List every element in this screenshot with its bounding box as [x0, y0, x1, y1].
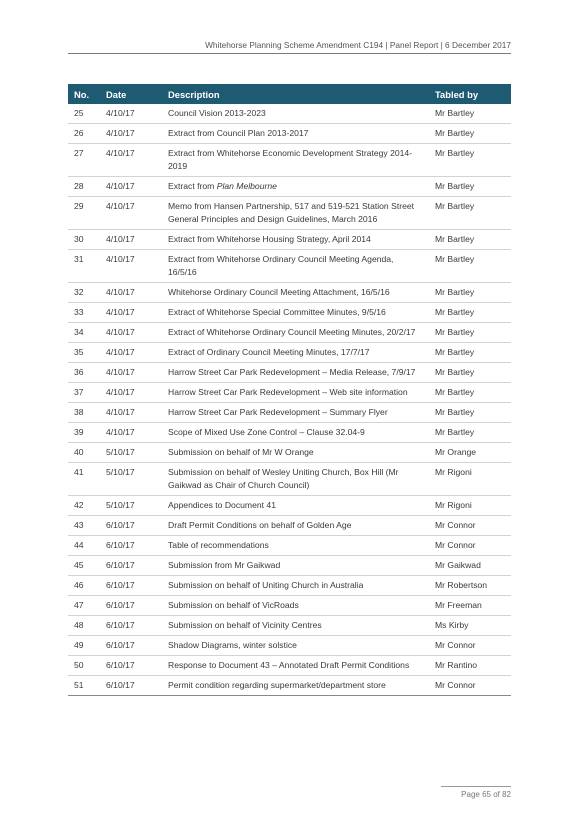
cell-no: 42: [68, 496, 100, 516]
table-row: [68, 124, 511, 144]
cell-tabled-by: Mr Bartley: [429, 250, 511, 283]
cell-date: 6/10/17: [100, 616, 162, 636]
cell-date: 5/10/17: [100, 443, 162, 463]
cell-no: 41: [68, 463, 100, 496]
cell-no: 31: [68, 250, 100, 283]
cell-date: 4/10/17: [100, 323, 162, 343]
table-row: [68, 230, 511, 250]
table-row: [68, 323, 511, 343]
cell-date: 5/10/17: [100, 496, 162, 516]
table-row: [68, 516, 511, 536]
documents-table: [68, 84, 511, 696]
cell-date: 6/10/17: [100, 576, 162, 596]
page-number: Page 65 of 82: [461, 790, 511, 799]
cell-description: Harrow Street Car Park Redevelopment – Media Release, 7/9/17: [162, 363, 429, 383]
cell-tabled-by: Mr Bartley: [429, 177, 511, 197]
cell-no: 25: [68, 104, 100, 124]
cell-description: Whitehorse Ordinary Council Meeting Attachment, 16/5/16: [162, 283, 429, 303]
cell-tabled-by: Mr Bartley: [429, 303, 511, 323]
table-row: [68, 177, 511, 197]
table-row: [68, 403, 511, 423]
cell-description: Council Vision 2013-2023: [162, 104, 429, 124]
cell-no: 32: [68, 283, 100, 303]
cell-date: 4/10/17: [100, 303, 162, 323]
column-header-no: No.: [68, 84, 100, 104]
footer-divider: [441, 786, 511, 787]
table-row: [68, 250, 511, 283]
cell-date: 4/10/17: [100, 363, 162, 383]
cell-description: Submission on behalf of Wesley Uniting Church, Box Hill (Mr Gaikwad as Chair of Church Council): [162, 463, 429, 496]
table-row: [68, 197, 511, 230]
table-row: [68, 656, 511, 676]
cell-date: 6/10/17: [100, 636, 162, 656]
cell-description: Extract from Whitehorse Ordinary Council Meeting Agenda, 16/5/16: [162, 250, 429, 283]
cell-tabled-by: Mr Bartley: [429, 197, 511, 230]
cell-tabled-by: Mr Connor: [429, 676, 511, 696]
cell-tabled-by: Mr Gaikwad: [429, 556, 511, 576]
table-row: [68, 576, 511, 596]
table-row: [68, 303, 511, 323]
cell-no: 29: [68, 197, 100, 230]
table-row: [68, 676, 511, 696]
cell-tabled-by: Mr Bartley: [429, 323, 511, 343]
cell-no: 28: [68, 177, 100, 197]
cell-description: Extract of Whitehorse Ordinary Council Meeting Minutes, 20/2/17: [162, 323, 429, 343]
table-row: [68, 636, 511, 656]
cell-date: 6/10/17: [100, 596, 162, 616]
table-row: [68, 423, 511, 443]
table-row: [68, 343, 511, 363]
page-header: Whitehorse Planning Scheme Amendment C194 | Panel Report | 6 December 2017: [68, 40, 511, 54]
cell-no: 44: [68, 536, 100, 556]
cell-description: Submission on behalf of Mr W Orange: [162, 443, 429, 463]
cell-no: 26: [68, 124, 100, 144]
cell-description: Extract from Council Plan 2013-2017: [162, 124, 429, 144]
table-row: [68, 363, 511, 383]
cell-description: Harrow Street Car Park Redevelopment – Web site information: [162, 383, 429, 403]
cell-tabled-by: Mr Bartley: [429, 283, 511, 303]
cell-description: Extract from Whitehorse Housing Strategy, April 2014: [162, 230, 429, 250]
cell-description: Extract of Whitehorse Special Committee Minutes, 9/5/16: [162, 303, 429, 323]
cell-no: 35: [68, 343, 100, 363]
cell-tabled-by: Mr Freeman: [429, 596, 511, 616]
cell-description: Table of recommendations: [162, 536, 429, 556]
cell-description: [162, 177, 429, 197]
cell-no: 47: [68, 596, 100, 616]
cell-tabled-by: Mr Connor: [429, 536, 511, 556]
cell-tabled-by: Mr Bartley: [429, 363, 511, 383]
table-row: [68, 496, 511, 516]
cell-description: Submission on behalf of VicRoads: [162, 596, 429, 616]
cell-description: Submission from Mr Gaikwad: [162, 556, 429, 576]
column-header-date: Date: [100, 84, 162, 104]
cell-tabled-by: Mr Bartley: [429, 423, 511, 443]
table-row: [68, 443, 511, 463]
table-header-row: [68, 84, 511, 104]
cell-no: 37: [68, 383, 100, 403]
cell-date: 4/10/17: [100, 423, 162, 443]
cell-description: Extract of Ordinary Council Meeting Minutes, 17/7/17: [162, 343, 429, 363]
cell-date: 4/10/17: [100, 343, 162, 363]
cell-date: 5/10/17: [100, 463, 162, 496]
cell-no: 48: [68, 616, 100, 636]
table-row: [68, 616, 511, 636]
cell-no: 33: [68, 303, 100, 323]
cell-tabled-by: Mr Bartley: [429, 383, 511, 403]
cell-date: 6/10/17: [100, 656, 162, 676]
cell-date: 6/10/17: [100, 536, 162, 556]
cell-description: Draft Permit Conditions on behalf of Golden Age: [162, 516, 429, 536]
cell-tabled-by: Mr Bartley: [429, 403, 511, 423]
cell-no: 27: [68, 144, 100, 177]
cell-date: 4/10/17: [100, 197, 162, 230]
cell-no: 49: [68, 636, 100, 656]
cell-date: 4/10/17: [100, 104, 162, 124]
cell-description: Submission on behalf of Uniting Church in Australia: [162, 576, 429, 596]
cell-no: 39: [68, 423, 100, 443]
cell-no: 45: [68, 556, 100, 576]
cell-description: Shadow Diagrams, winter solstice: [162, 636, 429, 656]
cell-tabled-by: Mr Bartley: [429, 343, 511, 363]
cell-date: 6/10/17: [100, 676, 162, 696]
table-row: [68, 596, 511, 616]
column-header-tabled-by: Tabled by: [429, 84, 511, 104]
cell-no: 30: [68, 230, 100, 250]
cell-tabled-by: Ms Kirby: [429, 616, 511, 636]
cell-description: Extract from Whitehorse Economic Development Strategy 2014-2019: [162, 144, 429, 177]
table-row: [68, 144, 511, 177]
cell-tabled-by: Mr Robertson: [429, 576, 511, 596]
cell-description: Scope of Mixed Use Zone Control – Clause 32.04-9: [162, 423, 429, 443]
cell-description: Memo from Hansen Partnership, 517 and 519-521 Station Street General Principles and Design Guidelines, March 2016: [162, 197, 429, 230]
table-row: [68, 383, 511, 403]
table-row: [68, 104, 511, 124]
cell-description: Response to Document 43 – Annotated Draft Permit Conditions: [162, 656, 429, 676]
cell-no: 46: [68, 576, 100, 596]
cell-date: 4/10/17: [100, 250, 162, 283]
cell-tabled-by: Mr Orange: [429, 443, 511, 463]
cell-description: Permit condition regarding supermarket/department store: [162, 676, 429, 696]
cell-no: 40: [68, 443, 100, 463]
cell-date: 6/10/17: [100, 556, 162, 576]
table-row: [68, 463, 511, 496]
table-row: [68, 556, 511, 576]
description-title: Plan Melbourne: [216, 181, 277, 191]
cell-tabled-by: Mr Connor: [429, 636, 511, 656]
cell-tabled-by: Mr Bartley: [429, 230, 511, 250]
table-row: [68, 283, 511, 303]
cell-no: 38: [68, 403, 100, 423]
cell-date: 4/10/17: [100, 383, 162, 403]
column-header-description: Description: [162, 84, 429, 104]
cell-no: 50: [68, 656, 100, 676]
cell-no: 34: [68, 323, 100, 343]
cell-date: 4/10/17: [100, 230, 162, 250]
cell-tabled-by: Mr Bartley: [429, 144, 511, 177]
cell-tabled-by: Mr Bartley: [429, 104, 511, 124]
cell-date: 4/10/17: [100, 144, 162, 177]
cell-date: 6/10/17: [100, 516, 162, 536]
cell-description: Harrow Street Car Park Redevelopment – Summary Flyer: [162, 403, 429, 423]
cell-tabled-by: Mr Bartley: [429, 124, 511, 144]
cell-no: 36: [68, 363, 100, 383]
table-body: [68, 104, 511, 696]
table-row: [68, 536, 511, 556]
cell-description: Appendices to Document 41: [162, 496, 429, 516]
cell-tabled-by: Mr Rigoni: [429, 496, 511, 516]
cell-tabled-by: Mr Rigoni: [429, 463, 511, 496]
description-text: Extract from: [168, 181, 217, 191]
cell-no: 43: [68, 516, 100, 536]
cell-date: 4/10/17: [100, 283, 162, 303]
cell-tabled-by: Mr Connor: [429, 516, 511, 536]
cell-tabled-by: Mr Rantino: [429, 656, 511, 676]
cell-description: Submission on behalf of Vicinity Centres: [162, 616, 429, 636]
cell-date: 4/10/17: [100, 177, 162, 197]
cell-date: 4/10/17: [100, 124, 162, 144]
cell-date: 4/10/17: [100, 403, 162, 423]
cell-no: 51: [68, 676, 100, 696]
